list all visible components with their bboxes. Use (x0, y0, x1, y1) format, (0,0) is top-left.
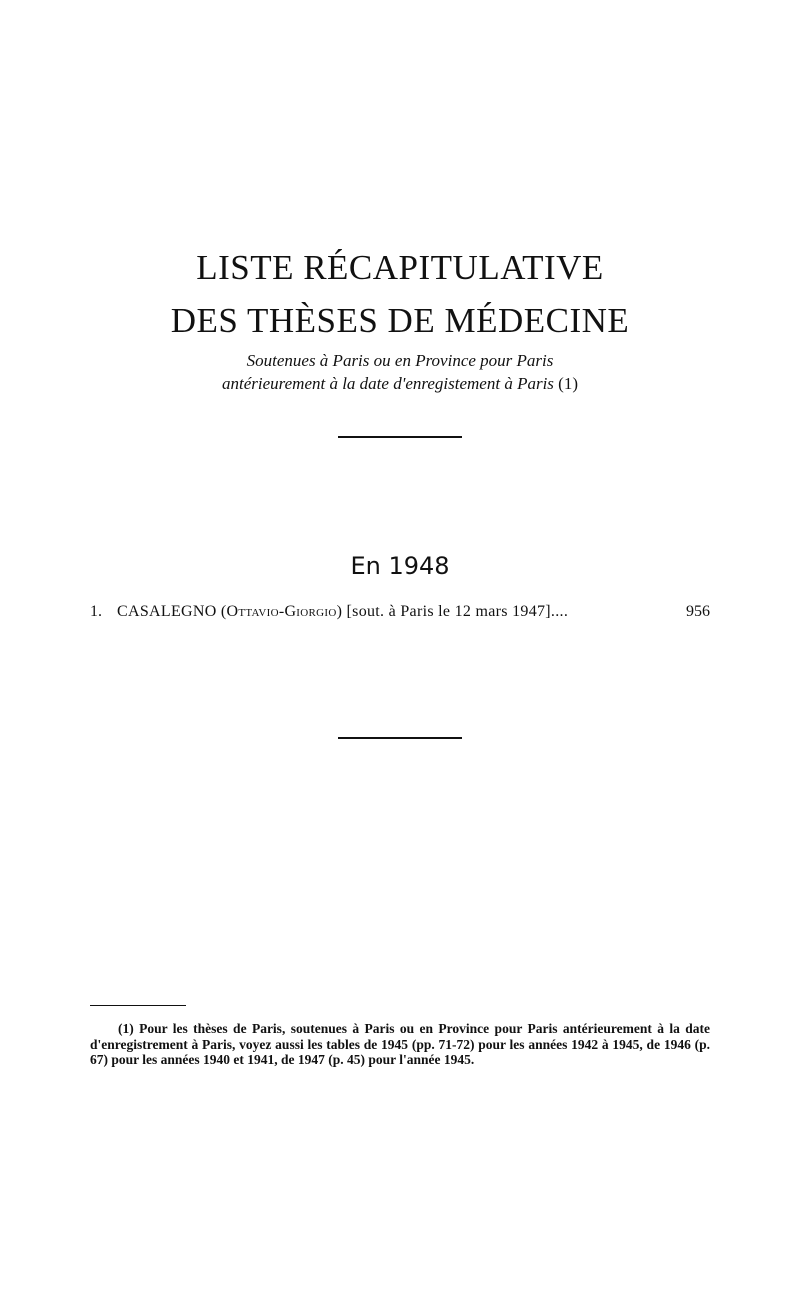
footnote-separator-rule (90, 1005, 186, 1006)
footnote-reference: (1) (558, 374, 578, 393)
title-line-1: LISTE RÉCAPITULATIVE (196, 248, 604, 287)
subtitle-line-1: Soutenues à Paris ou en Province pour Paris (246, 351, 554, 370)
entry-page-number: 956 (686, 603, 710, 620)
top-divider-rule (338, 436, 462, 438)
entry-surname: CASALEGNO (117, 603, 217, 620)
thesis-entry (90, 600, 710, 624)
year-heading: En 1948 (350, 552, 450, 580)
footnote-text: (1) Pour les thèses de Paris, soutenues à Paris ou en Province pour Paris antérieurement à la date d'enregistrement à Paris, voyez aussi les tables de 1945 (pp. 71-72) pour les années 1942 à 1945, de 1946 (p. 67) pour les années 1940 et 1941, de 1947 (p. 45) pour l'année 1945. (90, 1021, 710, 1067)
entry-number: 1. (90, 603, 102, 620)
bottom-divider-rule (338, 737, 462, 739)
entry-details: [sout. à Paris le 12 mars 1947].... (346, 603, 569, 620)
subtitle-line-2 (0, 373, 800, 395)
entry-given-names: (Ottavio-Giorgio) (220, 603, 343, 620)
entry-author (117, 600, 568, 624)
footnote (90, 1021, 710, 1068)
title-line-2: DES THÈSES DE MÉDECINE (170, 301, 630, 340)
subtitle-line-2-text: antérieurement à la date d'enregistement à Paris (221, 374, 554, 393)
